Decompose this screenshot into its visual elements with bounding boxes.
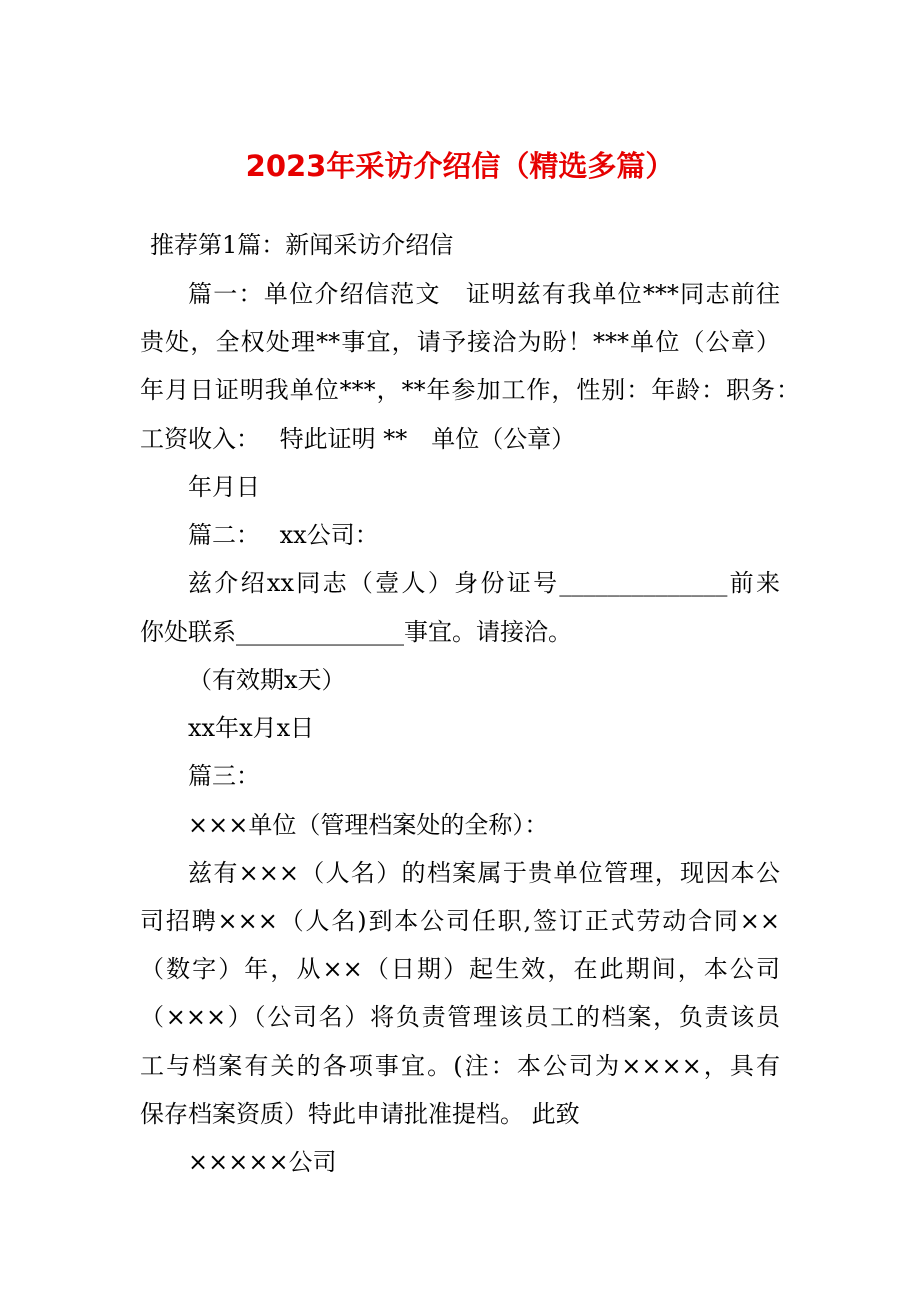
document-line-18: 工与档案有关的各项事宜。(注：本公司为××××，具有 — [140, 1052, 780, 1080]
document-line-8: 兹介绍xx同志（壹人）身份证号______________前来 — [188, 569, 780, 597]
document-line-17: （×××）（公司名）将负责管理该员工的档案，负责该员 — [140, 1003, 780, 1031]
document-line-4: 年月日证明我单位***，**年参加工作，性别：年龄：职务： — [140, 376, 800, 404]
document-line-20: ×××××公司 — [188, 1148, 337, 1176]
document-line-10: （有效期x天） — [188, 666, 346, 694]
document-line-9: 你处联系______________事宜。请接洽。 — [140, 618, 572, 646]
document-title: 2023年采访介绍信（精选多篇） — [245, 149, 675, 183]
document-line-12: 篇三： — [188, 762, 260, 790]
document-line-11: xx年x月x日 — [188, 714, 315, 742]
document-line-13: ×××单位（管理档案处的全称）： — [188, 811, 549, 839]
document-line-2: 篇一：单位介绍信范文 证明兹有我单位***同志前往 — [188, 280, 780, 308]
document-line-15: 司招聘×××（人名)到本公司任职,签订正式劳动合同×× — [140, 907, 780, 935]
document-line-19: 保存档案资质）特此申请批准提档。 此致 — [140, 1100, 580, 1128]
document-line-16: （数字）年，从××（日期）起生效，在此期间，本公司 — [140, 955, 780, 983]
document-line-14: 兹有×××（人名）的档案属于贵单位管理，现因本公 — [188, 859, 780, 887]
document-line-5: 工资收入： 特此证明 ** 单位（公章） — [140, 425, 576, 453]
document-line-6: 年月日 — [188, 473, 260, 501]
document-line-7: 篇二： xx公司： — [188, 521, 379, 549]
document-line-1: 推荐第1篇：新闻采访介绍信 — [150, 231, 454, 259]
document-line-3: 贵处，全权处理**事宜，请予接洽为盼！***单位（公章） — [140, 328, 780, 356]
